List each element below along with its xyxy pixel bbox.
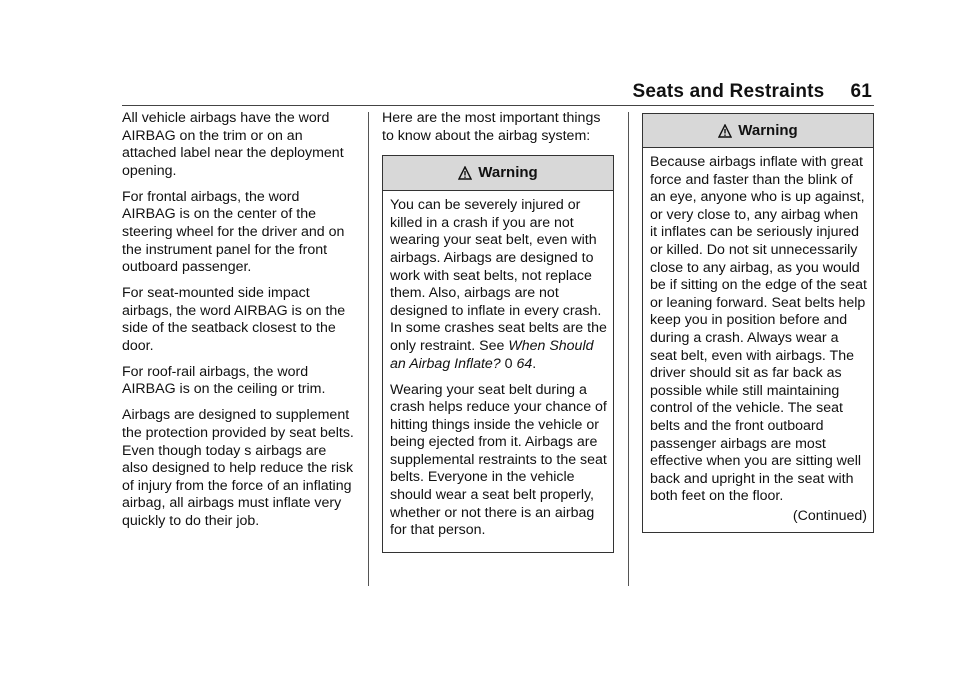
cross-reference-link[interactable]: When Should an Airbag Inflate? bbox=[390, 337, 594, 372]
header-rule bbox=[122, 105, 874, 106]
page-number: 61 bbox=[850, 81, 872, 102]
warning-title: Warning bbox=[738, 121, 798, 139]
warning-paragraph: Because airbags inflate with great force and faster than the blink of an eye, anyone who is up against, or very close to, any airbag when it inflates can be seriously injured or killed. Do not sit unnecessarily close to any airbag, as you would be if sitting on the edge of the seat or leaning forward. Seat belts help keep you in position before and during a crash. Always wear a seat belt, even with airbags. The driver should sit as far back as possible while still maintaining control of the vehicle. The seat belts and the front outboard passenger airbags are most effective when you are sitting well back and upright in the seat with both feet on the floor. bbox=[650, 154, 867, 505]
page-header bbox=[632, 81, 872, 103]
column-divider bbox=[368, 112, 369, 586]
warning-body bbox=[383, 191, 613, 552]
column-1 bbox=[122, 110, 354, 539]
warning-box bbox=[642, 113, 874, 533]
warning-body bbox=[643, 148, 873, 532]
section-title: Seats and Restraints bbox=[632, 81, 825, 102]
paragraph: All vehicle airbags have the word AIRBAG on the trim or on an attached label near the deployment opening. bbox=[122, 110, 344, 179]
warning-title: Warning bbox=[478, 164, 538, 182]
paragraph: Airbags are designed to supplement the protection provided by seat belts. Even though today s airbags are also designed to help reduce the risk of injury from the force of an inflating airbag, all airbags must inflate very quickly to do their job. bbox=[122, 407, 354, 530]
paragraph: For roof-rail airbags, the word AIRBAG is on the ceiling or trim. bbox=[122, 363, 326, 398]
column-divider bbox=[628, 112, 629, 586]
reference-symbol: 0 bbox=[504, 355, 513, 372]
warning-paragraph: Wearing your seat belt during a crash helps reduce your chance of hitting things inside the vehicle or being ejected from it. Airbags are supplemental restraints to the seat belts. Everyone in the vehicle should wear a seat belt properly, whether or not there is an airbag for that person. bbox=[390, 381, 607, 539]
reference-page[interactable]: 64 bbox=[516, 355, 533, 372]
warning-paragraph bbox=[390, 197, 607, 373]
warning-triangle-icon bbox=[458, 166, 472, 180]
warning-triangle-icon bbox=[718, 124, 732, 138]
column-2 bbox=[382, 110, 614, 553]
sentence-end: . bbox=[532, 355, 537, 372]
paragraph: For seat-mounted side impact airbags, the word AIRBAG is on the side of the seatback closest to the door. bbox=[122, 285, 346, 354]
continued-label: (Continued) bbox=[792, 508, 867, 525]
warning-header bbox=[643, 114, 873, 148]
column-3 bbox=[642, 113, 874, 533]
warning-text: You can be severely injured or killed in a crash if you are not wearing your seat belt, even with airbags. Airbags are designed to work with seat belts, not replace them. Also, airbags are not designed to inflate in every crash. In some crashes seat belts are the only restraint. See bbox=[390, 197, 607, 354]
paragraph: For frontal airbags, the word AIRBAG is on the center of the steering wheel for the driver and on the instrument panel for the front outboard passenger. bbox=[122, 188, 345, 276]
warning-box bbox=[382, 155, 614, 553]
warning-header bbox=[383, 156, 613, 191]
paragraph: Here are the most important things to know about the airbag system: bbox=[382, 110, 601, 144]
